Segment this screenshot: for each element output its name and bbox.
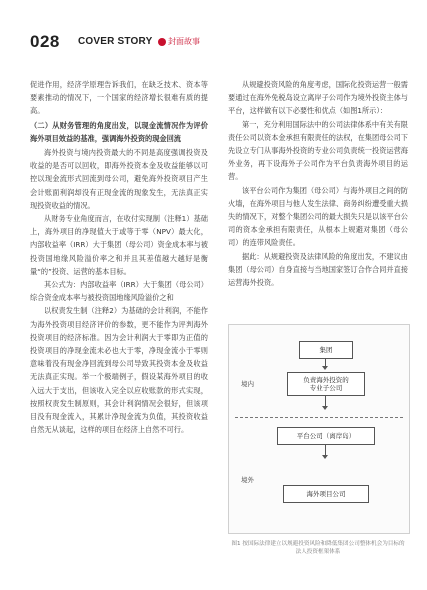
paragraph: 促进作用，经济学原理告诉我们，在缺乏技术、资本等要素推动的情况下，一个国家的经济增长很难有质的提高。 — [30, 80, 208, 116]
left-column — [30, 78, 208, 436]
paragraph: 该平台公司作为集团（母公司）与海外项目之间的防火墙，在海外项目与他人发生法律、商务纠纷遭受重大损失的情况下，对整个集团公司的最大损失只是以该平台公司的资本金承担有限责任，从根本上规避对集团（母公司）的连带风险责任。 — [228, 185, 408, 248]
right-column — [228, 78, 408, 289]
paragraph: 从财务专业角度而言，在收付实现制（注释1）基础上，海外项目的净现值大于或等于零（NPV）最大化，内部收益率（IRR）大于集团（母公司）资金成本率与被投资国地缘风险溢价率之和并且其差值越大越好是衡量“的”投资、运营的基本目标。 — [30, 214, 208, 276]
paragraph: 其公式为：内部收益率（IRR）大于集团（母公司）综合资金成本率与被投资国地缘风险溢价之和 — [30, 280, 208, 303]
paragraph: 从规避投资风险的角度考虑，国际化投资运营一般需要通过在海外免税岛设立离岸子公司作为境外投资主体与平台，这样做有以下必要性和优点（如图1所示）： — [228, 80, 408, 116]
figure-caption: 图1 按国际法律建立以规避投资风险和降低集团公司整体机会为目标的法人投资框架体系 — [231, 541, 405, 555]
section-dot-icon — [158, 38, 166, 46]
paragraph: 以权责发生制（注释2）为基础的会计利润，不能作为海外投资项目经济评价的参数，更不能作为评判海外投资项目的经济标准。因为会计利润大于零即为正值的投资项目的净现金流未必也大于零，净现金流小于零则意味着没有现金净回流到母公司导致其投资本金及收益无法真正实现。举一个极端例子，假设某海外项目的收入远大于支出，但该收入完全以应收账款的形式实现，按照权责发生制原则，其会计利润情况会很好，但该项目没有现金流入，其累计净现金流为负值，其投资收益自然无从谈起，这样的项目在经济上自然不可行。 — [30, 306, 208, 435]
section-title: COVER STORY — [78, 36, 153, 47]
paragraph: 据此：从规避投资及法律风险的角度出发，不建议由集团（母公司）自身直接与当地国家签订合作合同并直接运营海外投资。 — [228, 251, 408, 288]
dept-box: 负责海外投资的 专业子公司 — [287, 372, 365, 396]
domestic-label: 境内 — [241, 380, 254, 388]
platform-box: 平台公司（离岸岛） — [277, 427, 375, 445]
overseas-label: 境外 — [241, 476, 254, 484]
section-heading: （二）从财务管理的角度出发，以现金流情况作为评价海外项目效益的基准，强调海外投资的现金回流 — [30, 120, 208, 143]
page-header — [30, 32, 400, 52]
group-box: 集团 — [299, 341, 353, 359]
paragraph: 海外投资与境内投资最大的不同是高度强调投资及收益的是否可以回收，即海外投资本金及收益能够以可控以现金流形式回流到母公司，避免海外投资项目产生会计账面利润却没有正现金流的现象发生，无法真正实现投资收益的情况。 — [30, 148, 208, 210]
paragraph: 第一，充分利用国际法中的公司法律体系中有关有限责任公司以资本金承担有限责任的法权，在集团母公司下先设立专门从事海外投资的专业公司负责统一投资运营海外业务，再下设海外子公司作为平台负责海外项目的运营。 — [228, 119, 408, 182]
section-subtitle: 封面故事 — [168, 37, 200, 46]
project-box: 海外项目公司 — [283, 485, 369, 503]
border-divider — [235, 417, 403, 418]
page-number: 028 — [30, 32, 60, 51]
figure-diagram — [228, 324, 410, 534]
